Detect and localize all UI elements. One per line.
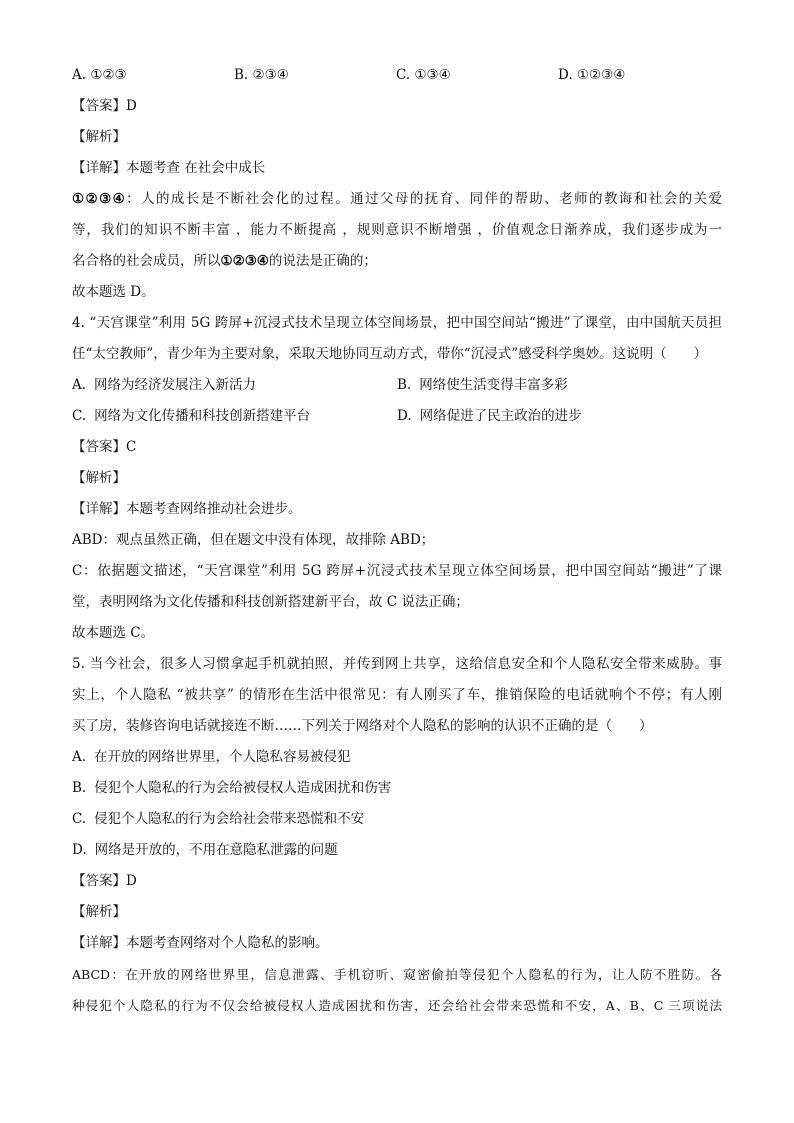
q4-analysis-label: 【解析】 [72,470,126,486]
q4-explanation-line-3: 堂，表明网络为文化传播和科技创新搭建新平台，故 C 说法正确； [72,594,469,610]
q4-option-a [72,370,397,401]
q5-detail: 【详解】本题考查网络对个人隐私的影响。 [72,935,329,951]
q3-answer: 【答案】D [72,98,137,114]
q4-option-b [397,370,722,401]
q3-explanation-post: 的说法是正确的； [268,253,377,269]
q4-option-d-letter: D. [397,408,412,424]
q5-answer: 【答案】D [72,873,137,889]
q4-explanation-line-2: C：依据题文描述，“天宫课堂”利用 5G 跨屏+沉浸式技术呈现立体空间场景，把中国空间站“搬进”了课 [72,563,722,579]
q3-explanation-line-1 [72,184,722,215]
q5-stem-line-2: 实上，个人隐私 “被共享” 的情形在生活中很常见：有人刚买了车，推销保险的电话就响个不停；有人刚 [72,687,722,703]
q4-stem-line-1: 4. “天宫课堂”利用 5G 跨屏+沉浸式技术呈现立体空间场景，把中国空间站“搬进”了课堂，由中国航天员担 [72,315,722,331]
q5-option-b [72,773,722,804]
q4-answer: 【答案】C [72,439,137,455]
q4-options-row-1 [72,370,722,401]
q3-option-a: A. ①②③ [72,67,127,83]
q4-option-c [72,401,397,432]
q5-option-d-letter: D. [72,842,87,858]
q3-explanation-line-3 [72,246,722,277]
q3-explanation-text: ：人的成长是不断社会化的过程。通过父母的抚育、同伴的帮助、老师的教诲和社会的关爱 [126,191,722,207]
q5-option-a-letter: A. [72,749,87,765]
q3-bold-numbers: ①②③④ [72,191,127,207]
q4-option-d [397,401,722,432]
q4-detail: 【详解】本题考查网络推动社会进步。 [72,501,302,517]
q4-option-d-text: 网络促进了民主政治的进步 [419,408,582,424]
q5-option-b-letter: B. [72,780,87,796]
q5-option-a-text: 在开放的网络世界里，个人隐私容易被侵犯 [94,749,351,765]
q4-option-c-text: 网络为文化传播和科技创新搭建平台 [94,408,311,424]
q4-stem-line-2: 任“太空教师”，青少年为主要对象，采取天地协同互动方式，带你“沉浸式”感受科学奥妙。这说明（ ） [72,346,708,362]
q4-option-a-text: 网络为经济发展注入新活力 [94,377,257,393]
q5-stem-line-1: 5. 当今社会，很多人习惯拿起手机就拍照，并传到网上共享，这给信息安全和个人隐私安全带来威胁。事 [72,656,722,672]
q3-option-d: D. ①②③④ [558,67,626,83]
q5-analysis-label: 【解析】 [72,904,126,920]
q5-stem-line-3: 买了房，装修咨询电话就接连不断……下列关于网络对个人隐私的影响的认识不正确的是（ ） [72,718,653,734]
q4-option-a-letter: A. [72,377,87,393]
q5-option-d [72,835,722,866]
q5-option-d-text: 网络是开放的，不用在意隐私泄露的问题 [94,842,338,858]
q5-explanation-line-1: ABCD：在开放的网络世界里，信息泄露、手机窃听、窥密偷拍等侵犯个人隐私的行为，让人防不胜防。各 [72,967,722,982]
q5-option-a [72,742,722,773]
q3-option-c: C. ①③④ [396,67,451,83]
q3-explanation-pre: 名合格的社会成员，所以 [72,253,221,269]
q5-option-b-text: 侵犯个人隐私的行为会给被侵权人造成困扰和伤害 [94,780,392,796]
q4-option-b-letter: B. [397,377,412,393]
q5-explanation-line-2: 种侵犯个人隐私的行为不仅会给被侵权人造成困扰和伤害，还会给社会带来恐慌和不安，A、B、C 三项说法 [72,998,722,1013]
q4-options-row-2 [72,401,722,432]
document-page [72,60,722,1021]
q3-option-b: B. ②③④ [234,67,289,83]
q5-option-c-letter: C. [72,811,87,827]
q4-explanation-line-1: ABD：观点虽然正确，但在题文中没有体现，故排除 ABD； [72,532,435,548]
q3-explanation-line-2: 等，我们的知识不断丰富 ，能力不断提高 ，规则意识不断增强 ，价值观念日渐养成，我们逐步成为一 [72,222,722,238]
q3-detail: 【详解】本题考查 在社会中成长 [72,160,266,176]
q3-conclusion: 故本题选 D。 [72,284,155,300]
q4-conclusion: 故本题选 C。 [72,625,155,641]
q4-option-b-text: 网络使生活变得丰富多彩 [419,377,568,393]
q3-options [72,60,722,91]
q5-option-c-text: 侵犯个人隐私的行为会给社会带来恐慌和不安 [94,811,365,827]
q3-analysis-label: 【解析】 [72,129,126,145]
q4-option-c-letter: C. [72,408,87,424]
q5-option-c [72,804,722,835]
q3-bold-numbers-2: ①②③④ [220,253,269,269]
